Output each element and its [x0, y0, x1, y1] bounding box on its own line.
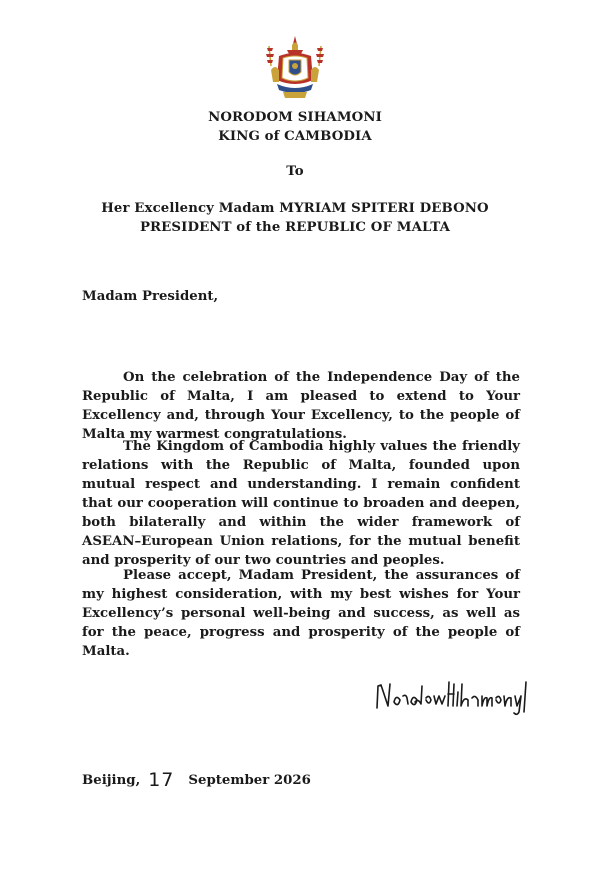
- paragraph-2: [82, 437, 520, 570]
- closing-city: Beijing,: [82, 773, 141, 788]
- closing-month-year: September 2026: [188, 773, 311, 788]
- paragraph-3-text: Please accept, Madam President, the assurances of my highest consideration, with my best wishes for Your Excellency’s personal well-being and success, as well as for the peace, progress and prosperity of the people of Malta.: [82, 568, 520, 659]
- paragraph-1-text: On the celebration of the Independence Day of the Republic of Malta, I am pleased to extend to Your Excellency and, through Your Excellency, to the people of Malta my warmest congratulations.: [82, 370, 520, 442]
- to-label: To: [286, 164, 304, 179]
- signature-icon: [374, 678, 534, 716]
- paragraph-3: [82, 566, 520, 661]
- recipient-title: PRESIDENT of the REPUBLIC OF MALTA: [139, 220, 451, 235]
- salutation: Madam President,: [82, 289, 219, 304]
- sender-name: NORODOM SIHAMONI: [208, 110, 382, 125]
- sender-title: KING of CAMBODIA: [218, 129, 372, 144]
- paragraph-1: [82, 368, 520, 444]
- closing-line: [82, 767, 311, 789]
- closing-day: 17: [148, 769, 175, 791]
- recipient-name: Her Excellency Madam MYRIAM SPITERI DEBONO: [101, 201, 489, 216]
- royal-emblem-icon: [265, 36, 325, 100]
- paragraph-2-text: The Kingdom of Cambodia highly values the friendly relations with the Republic of Malta, founded upon mutual respect and understanding. I remain confident that our cooperation will continue to broaden and deepen, both bilaterally and within the wider framework of ASEAN–European Union relations, for the mutual benefit and prosperity of our two countries and peoples.: [82, 439, 520, 568]
